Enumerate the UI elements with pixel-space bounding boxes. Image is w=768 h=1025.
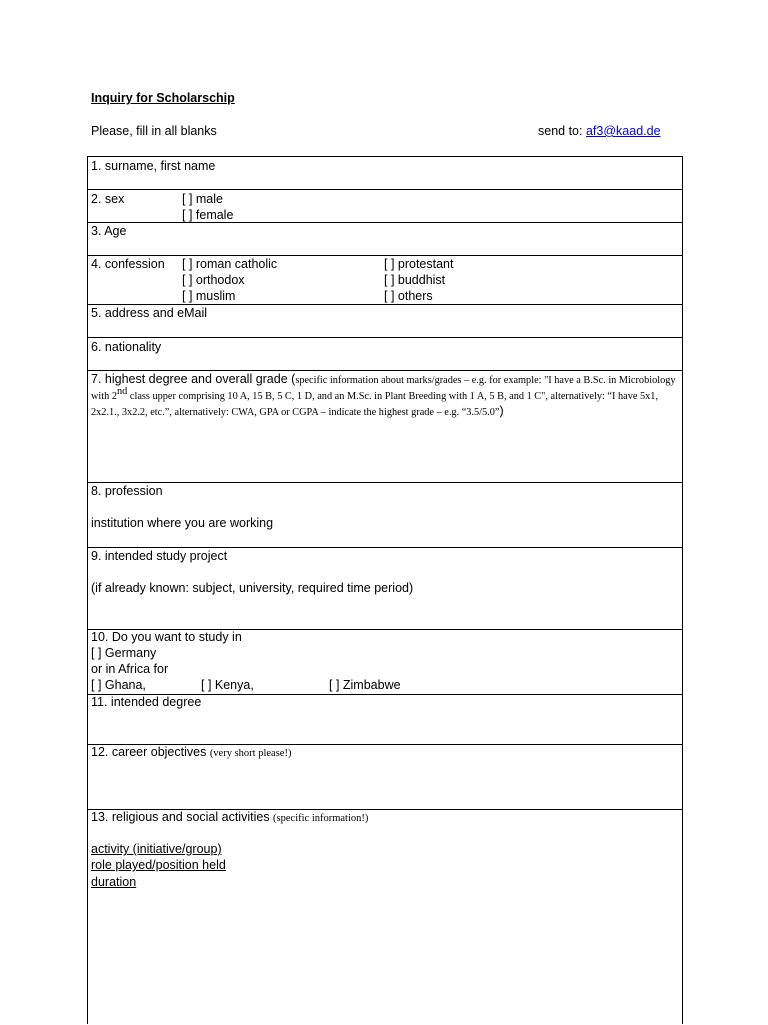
q1-label: 1. surname, first name — [91, 159, 216, 173]
q12-hint: (very short please!) — [209, 748, 292, 759]
row-sex — [88, 190, 682, 223]
email-link[interactable]: af3@kaad.de — [585, 124, 661, 138]
send-to-label: send to: — [538, 124, 583, 138]
q7-text — [91, 372, 678, 421]
option-kenya[interactable]: [ ] Kenya, — [201, 678, 254, 692]
option-male[interactable]: [ ] male — [182, 192, 223, 206]
q13-hint: (specific information!) — [273, 813, 369, 824]
q10-africa: or in Africa for — [91, 662, 169, 676]
option-muslim[interactable]: [ ] muslim — [182, 289, 236, 303]
option-others[interactable]: [ ] others — [384, 289, 433, 303]
q8-sub: institution where you are working — [91, 516, 274, 530]
row-study-location — [88, 630, 682, 695]
row-study-project[interactable] — [88, 548, 682, 630]
q13-role: role played/position held — [91, 858, 226, 872]
row-profession[interactable] — [88, 483, 682, 548]
q13-label: 13. religious and social activities — [91, 810, 274, 824]
option-orthodox[interactable]: [ ] orthodox — [182, 273, 245, 287]
q12-text — [91, 744, 291, 762]
row-surname[interactable] — [88, 157, 682, 190]
option-buddhist[interactable]: [ ] buddhist — [384, 273, 446, 287]
q7-label: 7. highest degree and overall grade ( — [91, 372, 296, 386]
option-protestant[interactable]: [ ] protestant — [384, 257, 454, 271]
instruction-text: Please, fill in all blanks — [91, 124, 217, 138]
q11-label: 11. intended degree — [91, 695, 202, 709]
q13-duration: duration — [91, 875, 137, 889]
send-to — [538, 124, 661, 138]
option-germany[interactable]: [ ] Germany — [91, 646, 157, 660]
row-intended-degree[interactable] — [88, 695, 682, 745]
row-career-objectives[interactable] — [88, 745, 682, 810]
q7-hint-sup: nd — [117, 386, 128, 398]
q13-text — [91, 809, 368, 827]
q5-label: 5. address and eMail — [91, 306, 208, 320]
row-address[interactable] — [88, 305, 682, 338]
q9-label: 9. intended study project — [91, 549, 228, 563]
q12-label: 12. career objectives — [91, 745, 210, 759]
row-nationality[interactable] — [88, 338, 682, 371]
scholarship-form — [87, 156, 683, 1024]
q6-label: 6. nationality — [91, 340, 162, 354]
row-activities[interactable] — [88, 810, 682, 1025]
q7-hint-part1: specific information about marks/grades – e.g. for example: "I have a B.Sc. in Microbiology with 2 — [91, 375, 676, 403]
q7-hint-part2: class upper comprising 10 A, 15 B, 5 C, 1 D, and an M.Sc. in Plant Breeding with 1 A, 5 B, and 1 C", alternatively: “I have 5x1, 2x2.1., 3x2.2, etc.”, alternatively: CWA, GPA or CGPA – indicate the highest grade – e.g. “3.5/5.0” — [91, 391, 659, 419]
q13-activity: activity (initiative/group) — [91, 842, 222, 856]
q4-label: 4. confession — [91, 257, 165, 271]
form-title: Inquiry for Scholarschip — [91, 91, 235, 105]
row-age[interactable] — [88, 223, 682, 256]
q9-sub: (if already known: subject, university, required time period) — [91, 581, 414, 595]
q7-close: ) — [499, 404, 504, 419]
option-female[interactable]: [ ] female — [182, 208, 234, 222]
q3-label: 3. Age — [91, 224, 127, 238]
row-confession — [88, 256, 682, 305]
option-ghana[interactable]: [ ] Ghana, — [91, 678, 146, 692]
option-roman-catholic[interactable]: [ ] roman catholic — [182, 257, 278, 271]
option-zimbabwe[interactable]: [ ] Zimbabwe — [329, 678, 401, 692]
q10-label: 10. Do you want to study in — [91, 630, 242, 644]
row-highest-degree[interactable] — [88, 371, 682, 483]
q2-label: 2. sex — [91, 192, 125, 206]
q8-label: 8. profession — [91, 484, 163, 498]
